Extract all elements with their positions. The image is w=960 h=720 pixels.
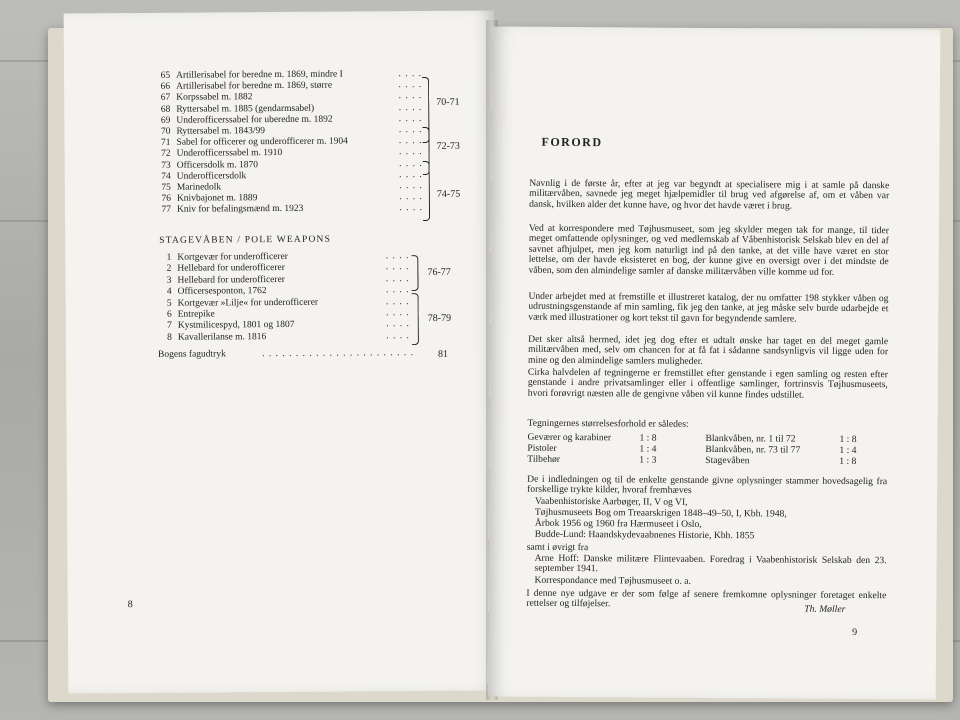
toc-entry-text: Kortgevær for underofficerer bbox=[177, 251, 288, 263]
toc-entry-text: Underofficerssabel for uberedne m. 1892 bbox=[176, 114, 333, 126]
section-heading: STAGEVÅBEN / POLE WEAPONS bbox=[159, 234, 332, 246]
foreword-paragraph-1: Navnlig i de første år, efter at jeg var begyndt at specialisere mig i at samle på danske militærvåben, savnede jeg meget hjælpemidler til brug ved afgørelse af, om et våben var dansk, hvilken alder det kunne have, og hvor det havde været i brug. bbox=[529, 177, 890, 212]
page-range: 72-73 bbox=[436, 140, 460, 152]
toc-row bbox=[156, 125, 422, 137]
toc-entry-text: Ryttersabel m. 1843/99 bbox=[176, 126, 266, 137]
toc-entry-number: 67 bbox=[160, 93, 171, 104]
toc-row bbox=[158, 297, 410, 309]
toc-entry-text: Bogens fagudtryk bbox=[157, 349, 226, 360]
toc-entry-text: Ryttersabel m. 1885 (gendarmsabel) bbox=[176, 103, 315, 115]
scale-right-label: Stagevåben bbox=[705, 454, 750, 467]
toc-entry-text: Marinedolk bbox=[176, 182, 222, 193]
toc-row bbox=[157, 192, 423, 204]
left-page bbox=[64, 11, 499, 694]
toc-entry-number: 73 bbox=[161, 160, 171, 171]
foreword-paragraph-5: Cirka halvdelen af tegningerne er fremstillet efter genstande i egen samling og resten efter genstande i andre privatsamlinger eller i offentlige samlinger, fortrinsvis Tøjhusmuseets, hvori forøvrigt næsten alle de gengivne våben vil kunne findes udstillet. bbox=[527, 366, 888, 401]
page-range: 74-75 bbox=[436, 188, 461, 200]
scale-left-label: Tilbehør bbox=[527, 453, 561, 465]
toc-entry-text: Officersdolk m. 1870 bbox=[176, 159, 259, 171]
toc-entry-number: 65 bbox=[160, 70, 171, 81]
toc-row bbox=[158, 331, 410, 343]
toc-entry-text: Underofficerssabel m. 1910 bbox=[176, 148, 283, 160]
toc-entry-number: 70 bbox=[160, 126, 171, 137]
toc-entry-number: 77 bbox=[161, 205, 172, 216]
toc-row bbox=[156, 80, 422, 92]
toc-leader-dots: . . . . bbox=[385, 251, 410, 262]
toc-leader-dots: . . . . bbox=[386, 330, 410, 342]
brace-74-75 bbox=[423, 161, 430, 221]
source-item: Arne Hoff: Danske militære Flintevaaben. Foredrag i Vaabenhistorisk Selskab den 23. september 1941. bbox=[534, 552, 887, 575]
toc-leader-dots: . . . . bbox=[398, 113, 423, 124]
toc-entry-number: 1 bbox=[166, 252, 172, 263]
toc-row bbox=[156, 91, 422, 103]
toc-leader-dots: . . . . bbox=[398, 91, 423, 102]
toc-entry-number: 5 bbox=[166, 298, 172, 309]
toc-entry-text: Artillerisabel for beredne m. 1869, større bbox=[176, 80, 333, 92]
toc-leader-dots: . . . . bbox=[385, 273, 410, 285]
scale-left-label: Geværer og karabiner bbox=[527, 431, 612, 444]
toc-entry-text: Artillerisabel for beredne m. 1869, mindre I bbox=[176, 69, 343, 81]
toc-leader-dots: . . . . bbox=[398, 102, 423, 113]
toc-row bbox=[158, 308, 410, 320]
toc-entry-number: 74 bbox=[161, 171, 171, 182]
toc-leader-dots: . . . . bbox=[399, 181, 423, 192]
scale-right-label: Blankvåben, nr. 1 til 72 bbox=[705, 432, 796, 445]
toc-row bbox=[157, 203, 423, 215]
toc-leader-dots: . . . . bbox=[398, 125, 423, 136]
page-range: 70-71 bbox=[436, 96, 460, 108]
toc-leader-dots: . . . . bbox=[385, 285, 410, 296]
toc-leader-dots: . . . . bbox=[398, 147, 423, 158]
toc-entry-text: Kortgevær »Lilje« for underofficerer bbox=[177, 297, 319, 309]
source-item: Tøjhusmuseets Bog om Treaarskrigen 1848–49–50, I, Kbh. 1948, bbox=[534, 506, 787, 520]
toc-entry-text: Hellebard for underofficerer bbox=[177, 274, 285, 286]
toc-entry-number: 2 bbox=[166, 264, 172, 275]
foreword-paragraph-2: Ved at korrespondere med Tøjhusmuseet, som jeg skylder megen tak for mange, til tider meget omfattende oplysninger, og ved medlemskab af Våbenhistorisk Selskab blev en del af savnet afhjulpet, men jeg kom naturligt ind på den tanke, at det ville have været en stor lettelse, om der havde eksisteret en bog, der kunne give en oversigt over i det mindste de våben, som den almindelige samler af danske militærvåben ville komme ud for. bbox=[528, 222, 889, 278]
toc-leader-dots: . . . . bbox=[399, 169, 423, 180]
toc-row bbox=[157, 262, 409, 274]
scale-left-label: Pistoler bbox=[527, 442, 557, 454]
toc-leader-dots: . . . . bbox=[399, 203, 424, 214]
toc-entry-text: Kystmilicespyd, 1801 og 1807 bbox=[177, 320, 295, 332]
toc-leader-dots: . . . . bbox=[398, 136, 423, 147]
toc-leader-dots: . . . . . . . . . . . . . . . . . . . . . . . bbox=[262, 348, 415, 360]
page-range: 76-77 bbox=[427, 266, 451, 278]
toc-row bbox=[157, 147, 423, 159]
toc-row-glossary bbox=[158, 348, 414, 360]
toc-row bbox=[157, 136, 423, 148]
toc-entry-number: 8 bbox=[167, 332, 172, 343]
toc-entry-text: Underofficersdolk bbox=[176, 171, 247, 182]
sources-intro: De i indledningen og til de enkelte genstande givne oplysninger stammer hovedsagelig fra forskellige trykte kilder, hvoraf fremhæves bbox=[527, 473, 888, 497]
toc-row bbox=[157, 181, 423, 193]
toc-leader-dots: . . . . bbox=[386, 308, 410, 319]
closing-paragraph: I denne nye udgave er der som følge af senere fremkomne oplysninger foretaget enkelte rettelser og tilføjelser. bbox=[526, 587, 887, 610]
source-item: Vaabenhistoriske Aarbøger, II, V og VI, bbox=[534, 495, 688, 508]
toc-leader-dots: . . . . bbox=[385, 262, 410, 273]
toc-entry-number: 75 bbox=[161, 182, 171, 193]
foreword-paragraph-4: Det sker altså hermed, idet jeg dog efter et udtalt ønske har taget en del meget gamle militærvåben med, selv om chancen for at få fat i sådanne sandsynligvis vil ligge uden for mine og den almindelige samlers muligheder. bbox=[527, 333, 889, 367]
toc-entry-number: 71 bbox=[161, 137, 171, 149]
scale-right-value: 1 : 4 bbox=[839, 444, 857, 456]
scale-left-value: 1 : 4 bbox=[639, 443, 657, 455]
toc-entry-number: 69 bbox=[160, 115, 171, 126]
toc-entry-text: Kavallerilanse m. 1816 bbox=[177, 331, 267, 343]
toc-leader-dots: . . . . bbox=[398, 80, 423, 91]
toc-entry-number: 68 bbox=[160, 104, 171, 115]
scale-left-value: 1 : 3 bbox=[639, 454, 657, 466]
page-number-left: 8 bbox=[127, 599, 133, 611]
toc-leader-dots: . . . . bbox=[386, 319, 410, 330]
toc-entry-number: 4 bbox=[166, 286, 172, 297]
sources-more: samt i øvrigt fra bbox=[526, 541, 589, 554]
scale-left-value: 1 : 8 bbox=[639, 432, 657, 444]
brace-76-77 bbox=[411, 255, 418, 291]
toc-entry-number: 66 bbox=[160, 81, 171, 93]
foreword-paragraph-3: Under arbejdet med at fremstille et illustreret katalog, der nu omfatter 198 stykker våben og udrustningsgenstande af min samling, fik jeg den tanke, at jeg måske selv burde udarbejde et værk med illustrationer og kort tekst til gavn for begyndende samlere. bbox=[528, 290, 889, 325]
scale-right-label: Blankvåben, nr. 73 til 77 bbox=[705, 443, 801, 456]
toc-row bbox=[156, 114, 422, 126]
toc-entry-number: 7 bbox=[167, 321, 172, 332]
toc-entry-text: Knivbajonet m. 1889 bbox=[176, 193, 258, 204]
scale-right-value: 1 : 8 bbox=[839, 433, 857, 445]
toc-row bbox=[156, 69, 422, 81]
toc-entry-text: Hellebard for underofficerer bbox=[177, 263, 285, 275]
toc-entry-number: 6 bbox=[166, 309, 172, 320]
brace-78-79 bbox=[412, 293, 419, 345]
page-number-right: 9 bbox=[852, 626, 858, 639]
scale-right-value: 1 : 8 bbox=[839, 455, 857, 467]
toc-leader-dots: . . . . bbox=[385, 296, 410, 307]
toc-entry-number: 72 bbox=[161, 149, 171, 160]
toc-row bbox=[156, 103, 422, 115]
source-item: Korrespondance med Tøjhusmuseet o. a. bbox=[534, 574, 691, 587]
toc-entry-text: Officersesponton, 1762 bbox=[177, 286, 267, 297]
toc-page-81: 81 bbox=[437, 348, 449, 360]
toc-entry-number: 76 bbox=[161, 193, 171, 205]
source-item: Årbok 1956 og 1960 fra Hærmuseet i Oslo, bbox=[534, 517, 702, 530]
toc-row bbox=[157, 251, 409, 263]
toc-entry-text: Korpssabel m. 1882 bbox=[176, 92, 253, 104]
toc-row bbox=[157, 170, 423, 182]
right-page bbox=[488, 26, 941, 699]
toc-row bbox=[157, 274, 409, 286]
toc-entry-text: Entrepike bbox=[177, 309, 215, 320]
toc-entry-text: Kniv for befalingsmænd m. 1923 bbox=[176, 204, 304, 216]
scale-intro: Tegningernes størrelsesforhold er således: bbox=[527, 417, 689, 430]
source-item: Budde-Lund: Haandskydevaabnenes Historie, Kbh. 1855 bbox=[534, 528, 755, 542]
toc-leader-dots: . . . . bbox=[399, 158, 423, 169]
page-range: 78-79 bbox=[427, 312, 452, 324]
toc-row bbox=[158, 319, 410, 331]
toc-leader-dots: . . . . bbox=[399, 192, 423, 203]
toc-entry-text: Sabel for officerer og underofficerer m. 1904 bbox=[176, 136, 348, 148]
toc-entry-number: 3 bbox=[166, 275, 172, 286]
foreword-title: FORORD bbox=[541, 134, 603, 150]
signature: Th. Møller bbox=[804, 603, 846, 615]
toc-leader-dots: . . . . bbox=[398, 69, 423, 80]
toc-row bbox=[158, 285, 410, 297]
toc-row bbox=[157, 159, 423, 171]
